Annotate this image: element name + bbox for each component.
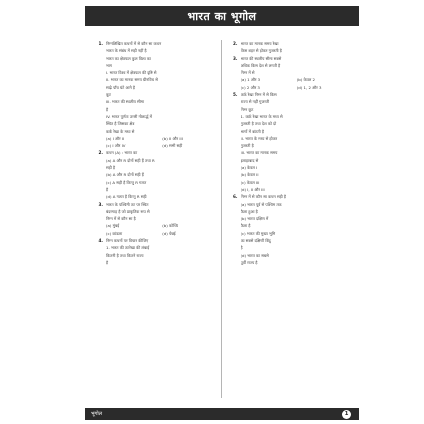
- question-line: भारत का मानक समय रेखा: [240, 41, 279, 46]
- question-line: का सबसे दक्षिणी बिंदु: [240, 238, 271, 244]
- answer-option: (b) II और III: [162, 135, 183, 141]
- statement-line: साढ़े पाँच घंटे आगे है: [106, 84, 135, 90]
- question-line: फैला है: [240, 223, 251, 229]
- page-number: 1: [342, 410, 351, 419]
- question-line: पूर्वी राज्य है: [240, 259, 258, 265]
- question-body: [106, 201, 219, 237]
- question-body: [241, 113, 354, 135]
- answer-option: (c) I और IV: [106, 143, 126, 149]
- question-line: (b) A और R दोनों सही हैं: [106, 172, 144, 178]
- question-number: 2.: [98, 150, 103, 156]
- left-column: [91, 40, 222, 398]
- question-number: [226, 113, 241, 135]
- question-line: गुजरती है: [240, 143, 254, 149]
- question-line: (a) केवल I: [240, 165, 258, 171]
- question-number: 4.: [98, 238, 103, 244]
- question-line: (a) भारत पूर्व से पश्चिम तक: [240, 201, 282, 207]
- answer-option: (a) I और II: [106, 135, 125, 141]
- answer-options: [106, 135, 219, 150]
- answer-options: [241, 76, 354, 91]
- question-line: निम्न कूट: [240, 106, 254, 112]
- question-item: [226, 149, 354, 193]
- question-line: कर्क रेखा निम्न में से किस: [240, 92, 277, 98]
- question-line: इलाहाबाद से: [240, 157, 259, 163]
- question-item: [226, 135, 354, 150]
- question-line: भारत का क्षेत्रफल कुल विश्व का: [106, 55, 151, 61]
- question-number: [226, 149, 241, 193]
- question-line: सही है: [106, 165, 116, 171]
- footer-bar: [85, 408, 359, 420]
- statement-line: कर्क रेखा के मध्य से: [106, 128, 135, 134]
- chapter-title-bar: [85, 6, 359, 26]
- question-line: (b) केवल II: [240, 172, 259, 178]
- book-page: [85, 0, 359, 424]
- question-line: कितनी है तथा कितने राज्य: [106, 252, 144, 258]
- question-line: फैला हुआ है: [240, 208, 258, 214]
- question-line: II. भारत के मध्य से होकर: [240, 135, 278, 141]
- answer-option: (d) चेन्नई: [162, 230, 176, 236]
- chapter-title: भारत का भूगोल: [187, 9, 257, 23]
- question-line: भाग: [106, 62, 112, 68]
- question-columns: [91, 40, 353, 398]
- answer-option: (d) सभी सही: [162, 143, 183, 149]
- question-line: (c) A सही है किन्तु R गलत: [106, 179, 147, 185]
- answer-option: (c) 2 और 3: [240, 84, 260, 90]
- question-body: [106, 237, 219, 266]
- question-number: [226, 135, 241, 150]
- question-item: [226, 113, 354, 135]
- question-line: है: [106, 259, 109, 265]
- question-line: किस शहर से होकर गुजरती है: [240, 48, 282, 54]
- right-column: [222, 40, 354, 398]
- question-line: निम्न में से कौन सा है: [106, 216, 136, 222]
- statement-line: है: [106, 106, 109, 112]
- question-line: निम्न कथनों पर विचार कीजिए: [106, 238, 149, 244]
- statement-line: I. भारत विश्व में क्षेत्रफल की दृष्टि से: [106, 70, 157, 76]
- question-body: [241, 40, 354, 55]
- question-line: (d) I, II और III: [240, 186, 265, 192]
- statement-line: II. भारत का मानक समय ग्रीनविच से: [106, 77, 158, 83]
- question-number: 6.: [232, 194, 238, 200]
- question-number: 2.: [232, 41, 238, 46]
- question-body: [241, 91, 354, 113]
- question-line: III. भारत का मानक समय: [240, 150, 278, 156]
- statement-line: कूट: [106, 92, 111, 98]
- footer-label: भूगोल: [91, 411, 103, 417]
- question-line: अधिक किस देश से लगती है: [240, 62, 281, 68]
- question-line: भारत की स्थलीय सीमा सबसे: [240, 55, 282, 61]
- question-line: (c) केवल III: [240, 179, 260, 185]
- question-item: [91, 201, 219, 237]
- question-number: 1.: [98, 41, 103, 46]
- question-body: [241, 193, 354, 266]
- answer-option: (c) कांडला: [106, 230, 123, 236]
- question-line: कथन (A) : भारत का: [106, 150, 138, 156]
- question-line: (c) भारत की मुख्य भूमि: [240, 230, 276, 236]
- answer-option: (d) 1, 2 और 3: [296, 84, 322, 90]
- question-item: [226, 40, 354, 55]
- question-line: निम्न में से: [240, 70, 255, 76]
- question-item: [91, 237, 219, 266]
- question-line: भागों में बांटती है: [240, 128, 264, 134]
- question-number: 5.: [232, 92, 238, 98]
- question-body: [106, 149, 219, 200]
- answer-option: (a) 1 और 3: [240, 77, 261, 83]
- question-item: [226, 55, 354, 91]
- question-line: भारत के पश्चिमी तट पर स्थित: [106, 201, 149, 207]
- statement-line: IV. भारत पूर्णतः उत्तरी गोलार्द्ध में: [106, 113, 153, 119]
- question-line: 1. भारत की तटरेखा की लंबाई: [106, 245, 150, 251]
- question-line: (a) A और R दोनों सही हैं तथा R: [106, 157, 155, 163]
- statement-line: III. भारत की स्थलीय सीमा: [106, 99, 144, 105]
- question-line: (d) भारत का सबसे: [240, 252, 269, 258]
- question-body: [106, 40, 219, 149]
- question-line: गुजरती है तथा देश को दो: [240, 121, 277, 127]
- question-line: है: [240, 245, 243, 251]
- question-item: [91, 40, 219, 149]
- question-line: निम्नलिखित कथनों में से कौन सा कथन: [106, 41, 162, 46]
- answer-options: [106, 222, 219, 237]
- question-line: राज्य से नहीं गुजरती: [240, 99, 270, 105]
- question-item: [91, 149, 219, 200]
- question-line: (d) A गलत है किन्तु R सही: [106, 194, 147, 200]
- question-line: निम्न में से कौन सा कथन सही है: [240, 194, 286, 200]
- question-item: [226, 91, 354, 113]
- question-body: [241, 135, 354, 150]
- answer-option: (b) कोच्चि: [162, 223, 178, 229]
- question-line: 1. कर्क रेखा भारत के मध्य से: [240, 113, 283, 119]
- question-item: [226, 193, 354, 266]
- question-number: 3.: [232, 55, 238, 61]
- answer-option: (a) मुंबई: [106, 223, 120, 229]
- question-body: [241, 149, 354, 193]
- question-line: बंदरगाह है जो प्राकृतिक रूप से: [106, 208, 150, 214]
- question-line: भारत के संबंध में सही नहीं है: [106, 48, 147, 54]
- answer-option: (b) केवल 2: [296, 77, 315, 83]
- question-line: है: [106, 186, 109, 192]
- statement-line: स्थित है जिसका क्षेत्र: [106, 121, 135, 127]
- question-body: [241, 55, 354, 91]
- question-line: (b) भारत दक्षिण में: [240, 216, 269, 222]
- question-number: 3.: [98, 201, 103, 207]
